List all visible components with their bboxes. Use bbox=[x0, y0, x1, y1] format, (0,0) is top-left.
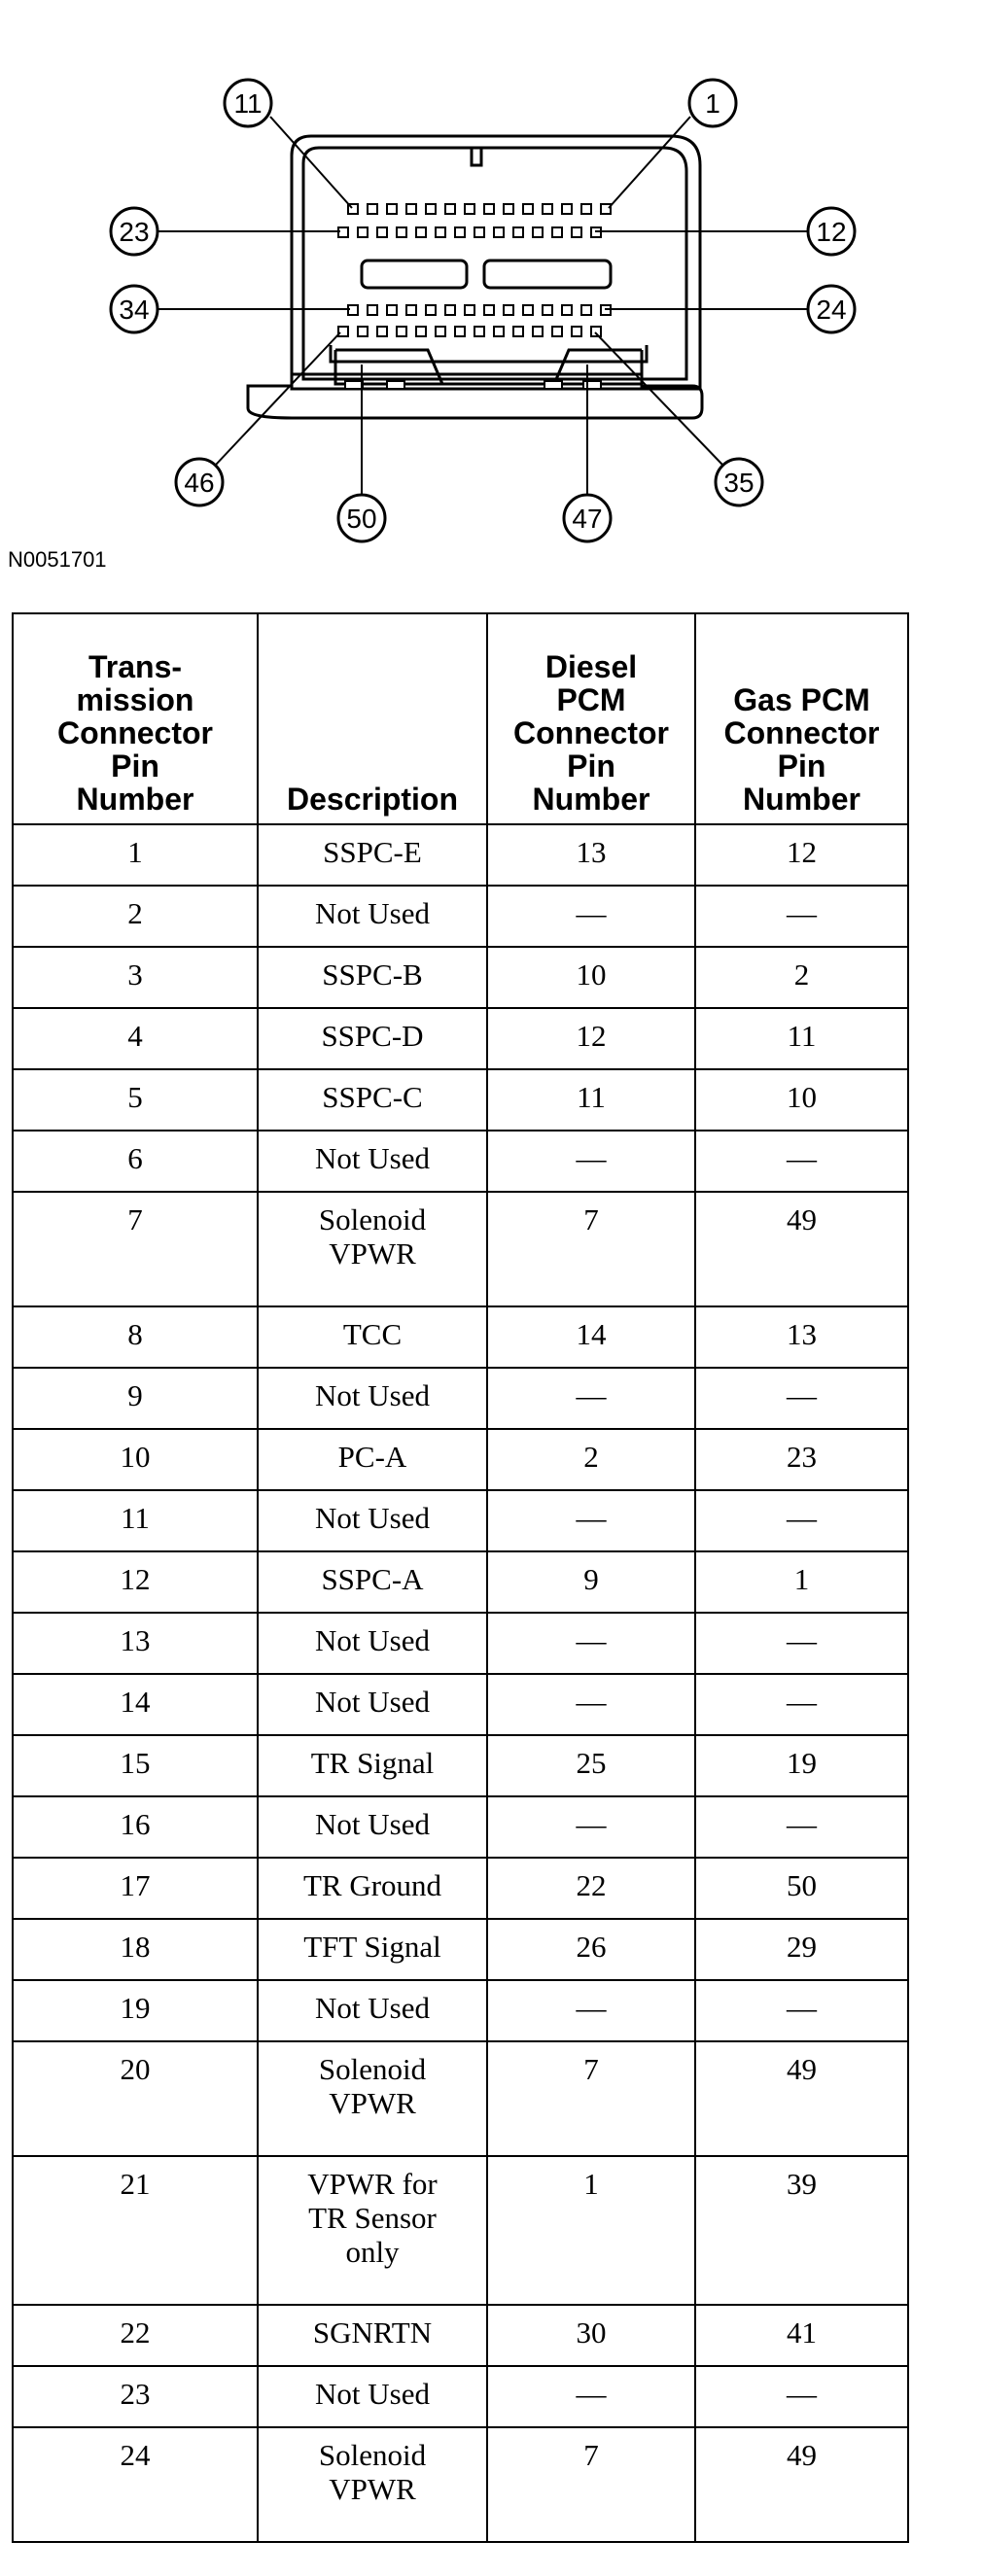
callout-1 bbox=[689, 80, 736, 126]
diesel-pin-cell: 22 bbox=[487, 1858, 695, 1919]
gas-pin-cell: 13 bbox=[695, 1306, 908, 1368]
callout-12 bbox=[808, 208, 855, 255]
svg-text:24: 24 bbox=[816, 295, 847, 325]
description-cell: SGNRTN bbox=[258, 2305, 487, 2366]
description-cell: Solenoid VPWR bbox=[258, 1192, 487, 1306]
pin-cell: 18 bbox=[13, 1919, 258, 1980]
description-cell: Not Used bbox=[258, 886, 487, 947]
pin-cell: 15 bbox=[13, 1735, 258, 1796]
gas-pin-cell: 39 bbox=[695, 2156, 908, 2305]
diesel-pin-cell: 7 bbox=[487, 2041, 695, 2156]
callout-50 bbox=[338, 495, 385, 541]
svg-text:23: 23 bbox=[119, 217, 150, 247]
figure-id: N0051701 bbox=[8, 547, 107, 572]
description-cell: Not Used bbox=[258, 1368, 487, 1429]
table-row bbox=[13, 824, 908, 886]
table-row bbox=[13, 2427, 908, 2542]
description-cell: Solenoid VPWR bbox=[258, 2427, 487, 2542]
gas-pin-cell: — bbox=[695, 1796, 908, 1858]
pin-cell: 22 bbox=[13, 2305, 258, 2366]
gas-pin-cell: 10 bbox=[695, 1069, 908, 1131]
description-cell: SSPC-B bbox=[258, 947, 487, 1008]
svg-text:12: 12 bbox=[816, 217, 847, 247]
table-header-row bbox=[13, 613, 908, 824]
callout-47 bbox=[564, 495, 611, 541]
description-cell: Not Used bbox=[258, 1980, 487, 2041]
diesel-pin-cell: — bbox=[487, 1131, 695, 1192]
pin-cell: 7 bbox=[13, 1192, 258, 1306]
description-cell: Not Used bbox=[258, 1131, 487, 1192]
description-cell: Not Used bbox=[258, 2366, 487, 2427]
diesel-pin-cell: 1 bbox=[487, 2156, 695, 2305]
gas-pin-cell: — bbox=[695, 1131, 908, 1192]
pin-cell: 5 bbox=[13, 1069, 258, 1131]
pin-cell: 24 bbox=[13, 2427, 258, 2542]
table-row bbox=[13, 1192, 908, 1306]
table-row bbox=[13, 1674, 908, 1735]
pin-cell: 8 bbox=[13, 1306, 258, 1368]
svg-text:46: 46 bbox=[184, 468, 215, 498]
pin-cell: 1 bbox=[13, 824, 258, 886]
header-diesel-pin: Diesel PCM Connector Pin Number bbox=[487, 613, 695, 824]
table-row bbox=[13, 1490, 908, 1551]
diesel-pin-cell: — bbox=[487, 1490, 695, 1551]
table-row bbox=[13, 1429, 908, 1490]
diesel-pin-cell: 14 bbox=[487, 1306, 695, 1368]
description-cell: VPWR for TR Sensor only bbox=[258, 2156, 487, 2305]
callout-11 bbox=[225, 80, 271, 126]
diesel-pin-cell: 11 bbox=[487, 1069, 695, 1131]
pin-cell: 19 bbox=[13, 1980, 258, 2041]
svg-text:11: 11 bbox=[233, 88, 263, 119]
svg-text:34: 34 bbox=[119, 295, 150, 325]
table-row bbox=[13, 1858, 908, 1919]
diesel-pin-cell: 26 bbox=[487, 1919, 695, 1980]
gas-pin-cell: 12 bbox=[695, 824, 908, 886]
diesel-pin-cell: — bbox=[487, 886, 695, 947]
table-row bbox=[13, 1613, 908, 1674]
connector-diagram bbox=[0, 0, 983, 583]
diesel-pin-cell: — bbox=[487, 1796, 695, 1858]
pin-row-3 bbox=[348, 305, 611, 315]
gas-pin-cell: — bbox=[695, 1490, 908, 1551]
diesel-pin-cell: 9 bbox=[487, 1551, 695, 1613]
diesel-pin-cell: — bbox=[487, 1674, 695, 1735]
pin-cell: 14 bbox=[13, 1674, 258, 1735]
svg-text:1: 1 bbox=[705, 88, 720, 119]
gas-pin-cell: — bbox=[695, 2366, 908, 2427]
gas-pin-cell: — bbox=[695, 1613, 908, 1674]
description-cell: SSPC-D bbox=[258, 1008, 487, 1069]
pin-cell: 20 bbox=[13, 2041, 258, 2156]
diesel-pin-cell: 7 bbox=[487, 1192, 695, 1306]
description-cell: Not Used bbox=[258, 1674, 487, 1735]
gas-pin-cell: 19 bbox=[695, 1735, 908, 1796]
gas-pin-cell: 50 bbox=[695, 1858, 908, 1919]
table-row bbox=[13, 1368, 908, 1429]
diesel-pin-cell: 2 bbox=[487, 1429, 695, 1490]
gas-pin-cell: 49 bbox=[695, 2041, 908, 2156]
gas-pin-cell: — bbox=[695, 1368, 908, 1429]
callout-46 bbox=[176, 459, 223, 505]
table-row bbox=[13, 1980, 908, 2041]
pin-assignment-table bbox=[12, 612, 909, 2543]
pin-cell: 2 bbox=[13, 886, 258, 947]
header-gas-pin: Gas PCM Connector Pin Number bbox=[695, 613, 908, 824]
description-cell: TR Signal bbox=[258, 1735, 487, 1796]
header-description: Description bbox=[258, 613, 487, 824]
table-row bbox=[13, 2041, 908, 2156]
svg-text:50: 50 bbox=[346, 504, 377, 534]
table-body bbox=[13, 824, 908, 2542]
table-row bbox=[13, 1131, 908, 1192]
gas-pin-cell: — bbox=[695, 1980, 908, 2041]
description-cell: Solenoid VPWR bbox=[258, 2041, 487, 2156]
leader-lines bbox=[158, 117, 807, 494]
description-cell: TFT Signal bbox=[258, 1919, 487, 1980]
pin-cell: 9 bbox=[13, 1368, 258, 1429]
callout-34 bbox=[111, 286, 158, 332]
gas-pin-cell: 49 bbox=[695, 2427, 908, 2542]
table-row bbox=[13, 1796, 908, 1858]
description-cell: TR Ground bbox=[258, 1858, 487, 1919]
table-row bbox=[13, 1919, 908, 1980]
table-row bbox=[13, 1306, 908, 1368]
diesel-pin-cell: 13 bbox=[487, 824, 695, 886]
pin-row-2 bbox=[338, 227, 601, 237]
svg-text:35: 35 bbox=[723, 468, 755, 498]
table-row bbox=[13, 1008, 908, 1069]
diesel-pin-cell: 10 bbox=[487, 947, 695, 1008]
table-row bbox=[13, 1551, 908, 1613]
table-row bbox=[13, 947, 908, 1008]
header-transmission-pin: Trans- mission Connector Pin Number bbox=[13, 613, 258, 824]
pin-cell: 4 bbox=[13, 1008, 258, 1069]
gas-pin-cell: 49 bbox=[695, 1192, 908, 1306]
callout-35 bbox=[716, 459, 762, 505]
pin-cell: 16 bbox=[13, 1796, 258, 1858]
diesel-pin-cell: 12 bbox=[487, 1008, 695, 1069]
description-cell: TCC bbox=[258, 1306, 487, 1368]
pin-cell: 23 bbox=[13, 2366, 258, 2427]
description-cell: SSPC-E bbox=[258, 824, 487, 886]
gas-pin-cell: — bbox=[695, 1674, 908, 1735]
description-cell: PC-A bbox=[258, 1429, 487, 1490]
table-row bbox=[13, 2305, 908, 2366]
description-cell: Not Used bbox=[258, 1796, 487, 1858]
pin-cell: 17 bbox=[13, 1858, 258, 1919]
diesel-pin-cell: — bbox=[487, 2366, 695, 2427]
diesel-pin-cell: 25 bbox=[487, 1735, 695, 1796]
pin-cell: 13 bbox=[13, 1613, 258, 1674]
gas-pin-cell: 41 bbox=[695, 2305, 908, 2366]
description-cell: SSPC-C bbox=[258, 1069, 487, 1131]
svg-text:47: 47 bbox=[572, 504, 603, 534]
callout-23 bbox=[111, 208, 158, 255]
callout-24 bbox=[808, 286, 855, 332]
pin-cell: 10 bbox=[13, 1429, 258, 1490]
gas-pin-cell: — bbox=[695, 886, 908, 947]
table-row bbox=[13, 886, 908, 947]
pin-row-4 bbox=[338, 327, 601, 336]
pin-cell: 21 bbox=[13, 2156, 258, 2305]
large-slots bbox=[362, 261, 611, 288]
table-row bbox=[13, 2156, 908, 2305]
pin-row-1 bbox=[348, 204, 611, 214]
gas-pin-cell: 11 bbox=[695, 1008, 908, 1069]
pin-cell: 3 bbox=[13, 947, 258, 1008]
table-row bbox=[13, 2366, 908, 2427]
diesel-pin-cell: 30 bbox=[487, 2305, 695, 2366]
gas-pin-cell: 2 bbox=[695, 947, 908, 1008]
description-cell: SSPC-A bbox=[258, 1551, 487, 1613]
diesel-pin-cell: — bbox=[487, 1368, 695, 1429]
table-row bbox=[13, 1069, 908, 1131]
diesel-pin-cell: 7 bbox=[487, 2427, 695, 2542]
table-row bbox=[13, 1735, 908, 1796]
diesel-pin-cell: — bbox=[487, 1613, 695, 1674]
description-cell: Not Used bbox=[258, 1490, 487, 1551]
gas-pin-cell: 23 bbox=[695, 1429, 908, 1490]
pin-cell: 6 bbox=[13, 1131, 258, 1192]
diesel-pin-cell: — bbox=[487, 1980, 695, 2041]
description-cell: Not Used bbox=[258, 1613, 487, 1674]
gas-pin-cell: 29 bbox=[695, 1919, 908, 1980]
pin-cell: 11 bbox=[13, 1490, 258, 1551]
gas-pin-cell: 1 bbox=[695, 1551, 908, 1613]
pin-cell: 12 bbox=[13, 1551, 258, 1613]
